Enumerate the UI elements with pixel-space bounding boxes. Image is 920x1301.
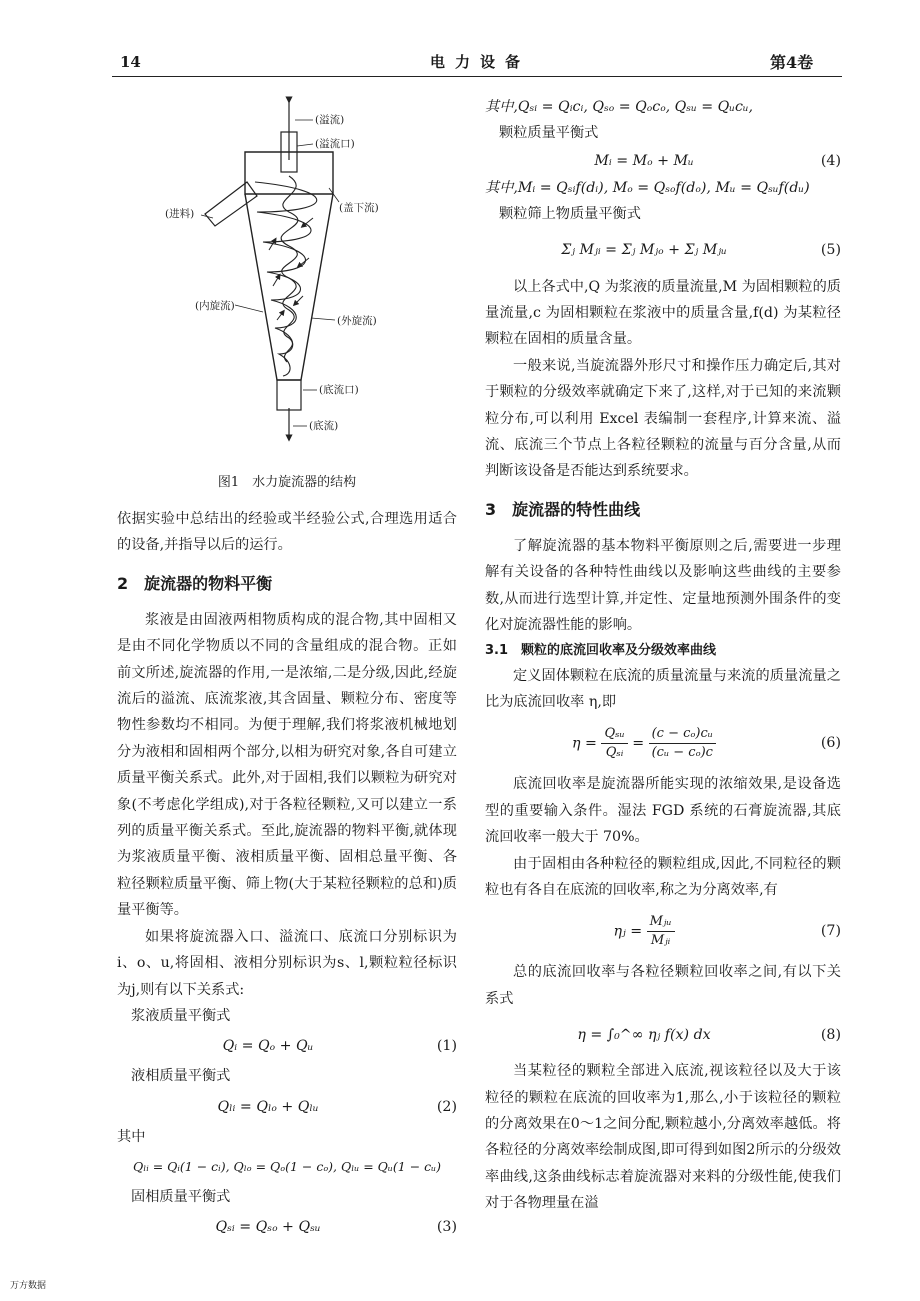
equation-6-expr: η = $\frac{\text{Qₛᵤ}}{\text{Qₛᵢ}}$ = $\frac{\text{(c − cₒ)cᵤ}}{\text{(cᵤ − cₒ)c}}$ [485,725,803,762]
section-2-title: 2 旋流器的物料平衡 [117,573,273,593]
journal-title: 电力设备 [430,53,531,71]
solid-flow-definitions: 其中,Qₛᵢ = Qᵢcᵢ, Qₛₒ = Qₒcₒ, Qₛᵤ = Qᵤcᵤ, [485,99,754,115]
equation-5-number: (5) [820,242,841,259]
where-label: 其中 [117,1128,146,1145]
equation-7-denominator: Mⱼᵢ [650,932,671,948]
liquid-balance-label: 液相质量平衡式 [131,1068,231,1085]
label-short-circuit: (盖下流) [339,202,379,214]
equation-7-expr [485,913,803,950]
sieve-balance-label: 颗粒筛上物质量平衡式 [499,206,641,223]
equation-8 [485,1012,841,1058]
section-2-paragraph-1: 浆液是由固液两相物质构成的混合物,其中固相又是由不同化学物质以不同的含量组成的混合物。正如前文所述,旋流器的作用,一是浓缩,二是分级,因此,经旋流后的溢流、底流浆液,其含固量、颗粒分布、密度等物性参数均不相同。为便于理解,我们将浆液机械地划分为液相和固相两个部分,以相为研究对象,各自可建立质量平衡关系式。此外,对于固相,我们以颗粒为研究对象(不考虑化学组成),对于各粒径颗粒,又可以建立一系列的质量平衡关系式。至此,旋流器的物料平衡,就体现为浆液质量平衡、液相质量平衡、固相总量平衡、各粒径颗粒质量平衡、筛上物(大于某粒径颗粒的总和)质量平衡等。 [117,611,457,919]
page-number: 14 [120,53,141,71]
equation-6-lhs: η = [572,735,597,752]
label-inner-vortex: (内旋流) [195,300,235,312]
variables-paragraph: 以上各式中,Q 为浆液的质量流量,M 为固相颗粒的质量流量,c 为固相颗粒在浆液中的质量含量,f(d) 为某粒径颗粒在固相的质量含量。 [485,278,841,348]
equation-1-expr: Qᵢ = Qₒ + Qᵤ [222,1038,314,1055]
equation-1-number: (1) [436,1038,457,1055]
equation-1 [117,1029,457,1063]
equation-6-f2-numerator: (c − cₒ)cᵤ [649,725,716,744]
equation-6-f1-denominator: Qₛᵢ [605,744,624,760]
equation-2-number: (2) [436,1098,457,1115]
equation-3-expr: Qₛᵢ = Qₛₒ + Qₛᵤ [215,1219,321,1236]
section-3-title: 3 旋流器的特性曲线 [485,499,641,519]
equation-7-number: (7) [820,923,841,940]
label-underflow: (底流) [309,420,339,432]
separation-paragraph: 由于固相由各种粒径的颗粒组成,因此,不同粒径的颗粒也有各自在底流的回收率,称之为分离效率,有 [485,855,841,898]
particle-balance-label: 颗粒质量平衡式 [499,125,599,142]
equation-6-fraction-2 [649,725,716,762]
recovery-paragraph: 底流回收率是旋流器所能实现的浓缩效果,是设备选型的重要输入条件。湿法 FGD 系统的石膏旋流器,其底流回收率一般大于 70%。 [485,776,841,846]
equation-6 [485,715,841,771]
general-paragraph: 一般来说,当旋流器外形尺寸和操作压力确定后,其对于颗粒的分级效率就确定下来了,这样,对于已知的来流颗粒分布,可以利用 Excel 表编制一套程序,计算来流、溢流、底流三个节点上各粒径颗粒的流量与百分含量,从而判断该设备是否能达到系统要求。 [485,357,841,480]
equation-6-fraction-1 [601,725,627,762]
header-rule [112,76,842,77]
equation-2-expr: Qₗᵢ = Qₗₒ + Qₗᵤ [217,1098,319,1115]
solid-balance-label: 固相质量平衡式 [131,1189,231,1206]
page-header [0,0,920,80]
label-underflow-port: (底流口) [319,384,359,396]
equation-6-f1-numerator: Qₛᵤ [601,725,627,744]
equation-8-expr: η = ∫₀^∞ ηⱼ f(x) dx [577,1026,711,1043]
label-feed: (进料) [165,208,195,220]
equation-3 [117,1211,457,1245]
label-outer-vortex: (外旋流) [337,315,377,327]
equation-7-lhs: ηⱼ = [613,923,643,940]
classification-paragraph: 当某粒径的颗粒全部进入底流,视该粒径以及大于该粒径的颗粒在底流的回收率为1,那么,小于该粒径的颗粒的分离效果在0～1之间分配,颗粒越小,分离效率越低。将各粒径的分离效率绘制成图,即可得到如图2所示的分级效率曲线,这条曲线标志着旋流器对来料的分级性能,使我们对于各物理量在溢 [485,1063,841,1212]
equation-4-expr: Mᵢ = Mₒ + Mᵤ [594,152,694,169]
total-recovery-paragraph: 总的底流回收率与各粒径颗粒回收率之间,有以下关系式 [485,964,841,1007]
equation-5-expr: Σⱼ Mⱼᵢ = Σⱼ Mⱼₒ + Σⱼ Mⱼᵤ [561,242,727,259]
right-column [485,94,841,1217]
equation-where-expr: Qₗᵢ = Qᵢ(1 − cᵢ), Qₗₒ = Qₒ(1 − cₒ), Qₗᵤ = Qᵤ(1 − cᵤ) [132,1158,442,1174]
intro-paragraph: 依据实验中总结出的经验或半经验公式,合理选用适合的设备,并指导以后的运行。 [117,511,457,554]
equation-2 [117,1090,457,1124]
equation-where [117,1150,457,1184]
equation-4-number: (4) [820,152,841,169]
watermark: 万方数据 [10,1281,47,1291]
subsection-3-1-title: 3.1 颗粒的底流回收率及分级效率曲线 [485,642,717,658]
recovery-definition: 定义固体颗粒在底流的质量流量与来流的质量流量之比为底流回收率 η,即 [485,667,841,710]
equation-8-number: (8) [820,1026,841,1043]
equation-7-fraction [647,913,675,950]
equation-6-f2-denominator: (cᵤ − cₒ)c [651,744,713,760]
figure-caption: 图1 水力旋流器的结构 [217,475,357,490]
volume-label: 第4卷 [770,53,814,72]
equation-5 [485,228,841,274]
label-overflow: (溢流) [315,114,345,126]
section-2-paragraph-2: 如果将旋流器入口、溢流口、底流口分别标识为i、o、u,将固相、液相分别标识为s、l,颗粒粒径标识为j,则有以下关系式: [117,928,457,998]
equation-6-number: (6) [820,735,841,752]
hydrocyclone-figure [117,90,457,470]
equation-7 [485,903,841,959]
equation-4 [485,147,841,175]
left-column [117,90,457,1245]
particle-mass-definitions: 其中,Mᵢ = Qₛᵢf(dᵢ), Mₒ = Qₛₒf(dₒ), Mᵤ = Qₛᵤf(dᵤ) [485,179,810,196]
equation-3-number: (3) [436,1219,457,1236]
slurry-balance-label: 浆液质量平衡式 [131,1007,231,1024]
hydrocyclone-diagram [117,90,457,470]
equation-7-numerator: Mⱼᵤ [647,913,675,932]
section-3-paragraph: 了解旋流器的基本物料平衡原则之后,需要进一步理解有关设备的各种特性曲线以及影响这些曲线的主要参数,从而进行选型计算,并定性、定量地预测外围条件的变化对旋流器性能的影响。 [485,537,841,634]
label-overflow-port: (溢流口) [315,138,355,150]
